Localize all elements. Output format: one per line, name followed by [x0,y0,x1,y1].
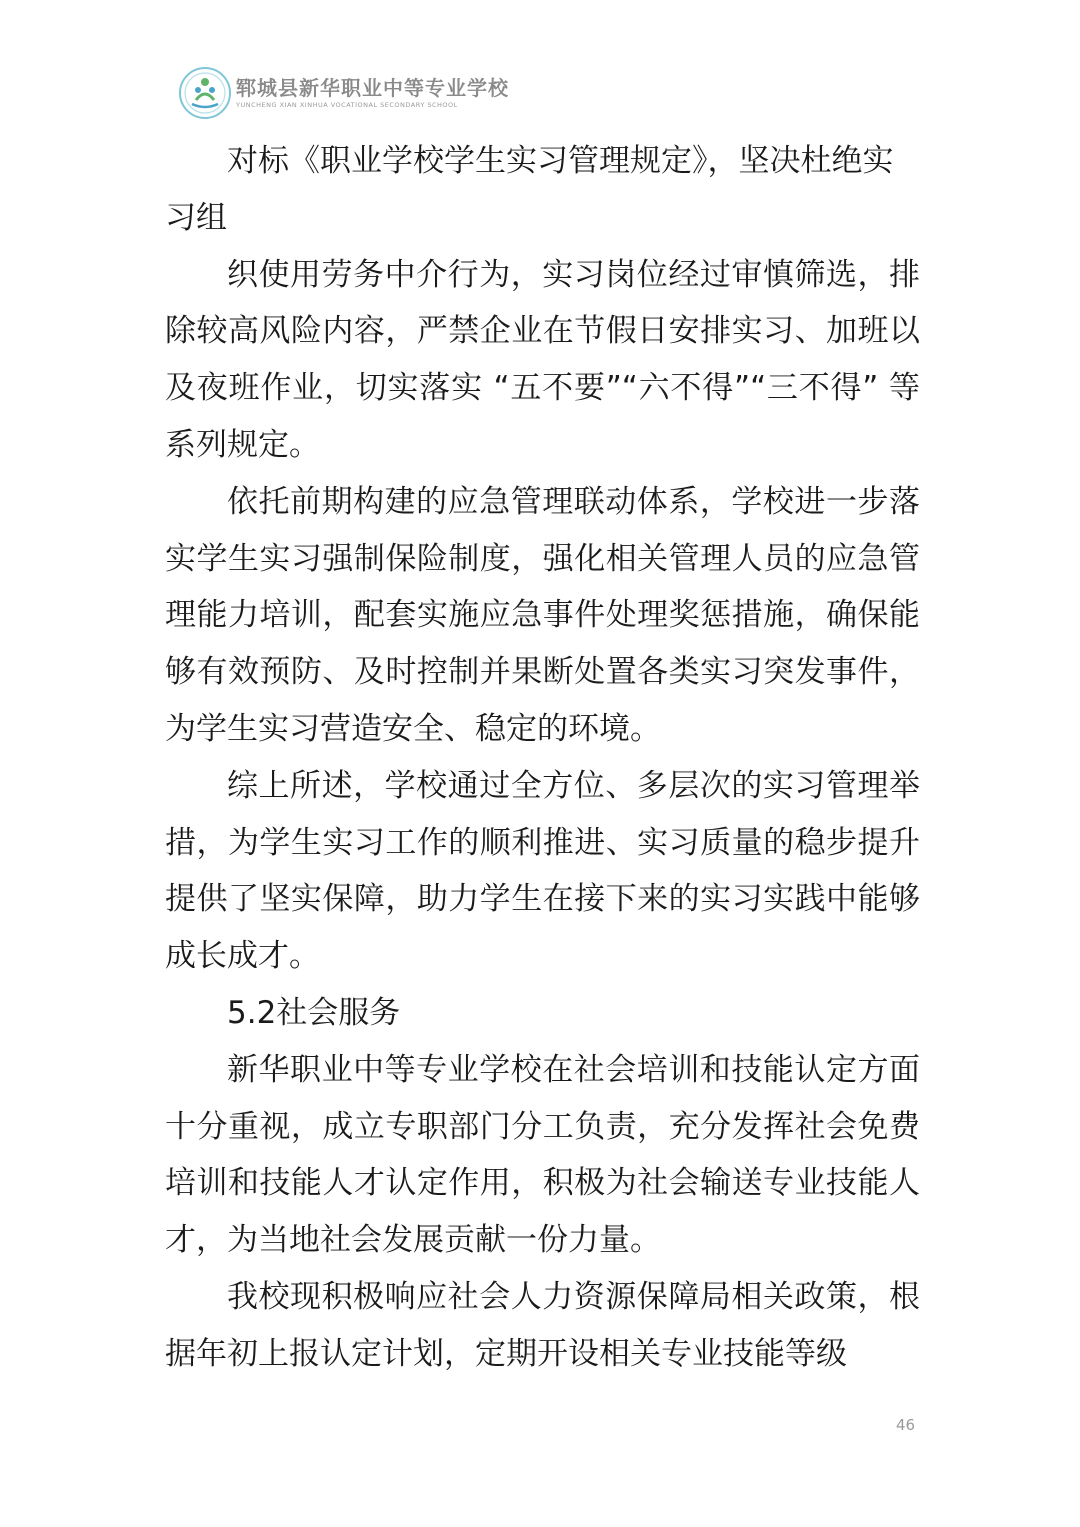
school-name-en: YUNCHENG XIAN XINHUA VOCATIONAL SECONDARY SCHOOL [236,101,458,109]
paragraph: 新华职业中等专业学校在社会培训和技能认定方面十分重视，成立专职部门分工负责，充分发挥社会免费培训和技能人才认定作用，积极为社会输送专业技能人才，为当地社会发展贡献一份力量。 [165,1051,920,1259]
paragraph: 依托前期构建的应急管理联动体系，学校进一步落实学生实习强制保险制度，强化相关管理人员的应急管理能力培训，配套实施应急事件处理奖惩措施，确保能够有效预防、及时控制并果断处置各类实习突发事件，为学生实习营造安全、稳定的环境。 [165,483,920,747]
paragraph: 对标《职业学校学生实习管理规定》，坚决杜绝实 [227,143,894,179]
paragraph: 我校现积极响应社会人力资源保障局相关政策，根据年初上报认定计划，定期开设相关专业技能等级 [165,1278,920,1372]
page-number: 46 [896,1416,916,1434]
paragraph: 织使用劳务中介行为，实习岗位经过审慎筛选，排除较高风险内容，严禁企业在节假日安排实习、加班以及夜班作业，切实落实 “五不要”“六不得”“三不得” 等系列规定。 [165,256,920,463]
page-header [178,66,509,120]
paragraph: 习组 [165,199,227,236]
school-name-cn: 郓城县新华职业中等专业学校 [236,76,509,100]
document-body [165,133,920,1383]
paragraph: 综上所述，学校通过全方位、多层次的实习管理举措，为学生实习工作的顺利推进、实习质量的稳步提升提供了坚实保障，助力学生在接下来的实习实践中能够成长成才。 [165,767,920,975]
school-logo-icon [178,66,232,120]
section-heading: 5.2社会服务 [227,994,401,1031]
